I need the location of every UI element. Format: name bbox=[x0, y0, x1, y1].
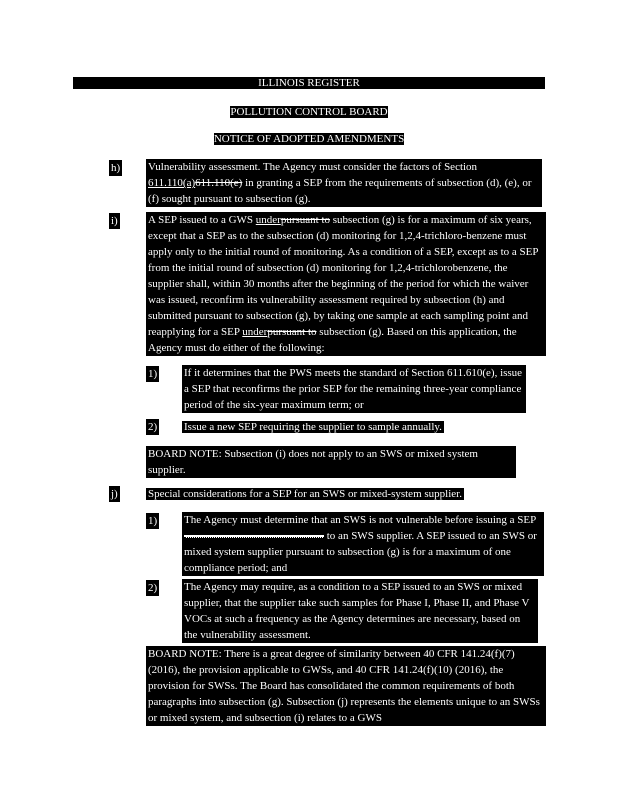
deleted-text: pursuant to bbox=[267, 326, 317, 338]
section-h-label: h) bbox=[111, 162, 121, 174]
inserted-text: 611.110(a) bbox=[148, 177, 196, 189]
deleted-text: 611.110(e) bbox=[195, 177, 243, 189]
section-i-label: i) bbox=[111, 215, 118, 227]
board-title: POLLUTION CONTROL BOARD bbox=[230, 106, 388, 118]
item-i2-body: Issue a new SEP requiring the supplier to sample annually. bbox=[184, 421, 442, 433]
item-j2-label: 2) bbox=[148, 582, 158, 594]
inserted-text: under bbox=[242, 326, 268, 338]
notice-title-wrap bbox=[0, 131, 618, 147]
section-j-label: j) bbox=[111, 488, 118, 500]
register-title: ILLINOIS REGISTER bbox=[258, 77, 360, 89]
board-title-wrap bbox=[0, 104, 618, 120]
section-h-body: Vulnerability assessment. The Agency must consider the factors of Section 611.110(a)611.110(e) in granting a SEP from the requirements of subsection (d), (e), or (f) sought pursuant to subsection (g). bbox=[146, 159, 542, 207]
redaction-mark bbox=[184, 535, 324, 538]
section-i-body: A SEP issued to a GWS underpursuant to subsection (g) is for a maximum of six years, except that a SEP as to the subsection (d) monitoring for 1,2,4-trichloro-benzene must apply only to the initial round of monitoring. As a condition of a SEP, except as to a SEP from the initial round of subsection (d) monitoring for 1,2,4-trichlorobenzene, the supplier shall, within 30 months after the beginning of the period for which the waiver was issued, reconfirm its vulnerability assessment required by subsection (h) and submitted pursuant to subsection (g), by taking one sample at each sampling point and reapplying for a SEP underpursuant to subsection (g). Based on this application, the Agency must do either of the following: bbox=[146, 212, 546, 356]
item-i2-body-wrap bbox=[182, 419, 444, 435]
item-j1-body: The Agency must determine that an SWS is not vulnerable before issuing a SEP to an SWS supplier. A SEP issued to an SWS or mixed system supplier pursuant to subsection (g) is for a maximum of one compliance period; and bbox=[182, 512, 544, 576]
item-j1-label: 1) bbox=[148, 515, 158, 527]
section-j-heading-wrap bbox=[146, 486, 464, 502]
inserted-text: under bbox=[255, 214, 281, 226]
item-i1-body: If it determines that the PWS meets the standard of Section 611.610(e), issue a SEP that reconfirms the prior SEP for the remaining three-year compliance period of the six-year maximum term; or bbox=[182, 365, 526, 413]
item-j2-body: The Agency may require, as a condition to a SEP issued to an SWS or mixed supplier, that the supplier take such samples for Phase I, Phase II, and Phase V VOCs at such a frequency as the Agency determines are necessary, based on the vulnerability assessment. bbox=[182, 579, 538, 643]
notice-title: NOTICE OF ADOPTED AMENDMENTS bbox=[213, 133, 405, 145]
register-bar bbox=[73, 77, 545, 89]
board-note-j: BOARD NOTE: There is a great degree of similarity between 40 CFR 141.24(f)(7) (2016), the provision applicable to GWSs, and 40 CFR 141.24(f)(10) (2016), the provision for SWSs. The Board has consolidated the common requirements of both paragraphs into subsection (g). Subsection (j) represents the elements unique to an SWSs or mixed system, and subsection (i) relates to a GWS bbox=[146, 646, 546, 726]
section-j-heading: Special considerations for a SEP for an SWS or mixed-system supplier. bbox=[148, 488, 462, 500]
deleted-text: pursuant to bbox=[280, 214, 331, 226]
board-note-i: BOARD NOTE: Subsection (i) does not apply to an SWS or mixed system supplier. bbox=[146, 446, 516, 478]
item-i1-label: 1) bbox=[148, 368, 158, 380]
item-i2-label: 2) bbox=[148, 421, 158, 433]
